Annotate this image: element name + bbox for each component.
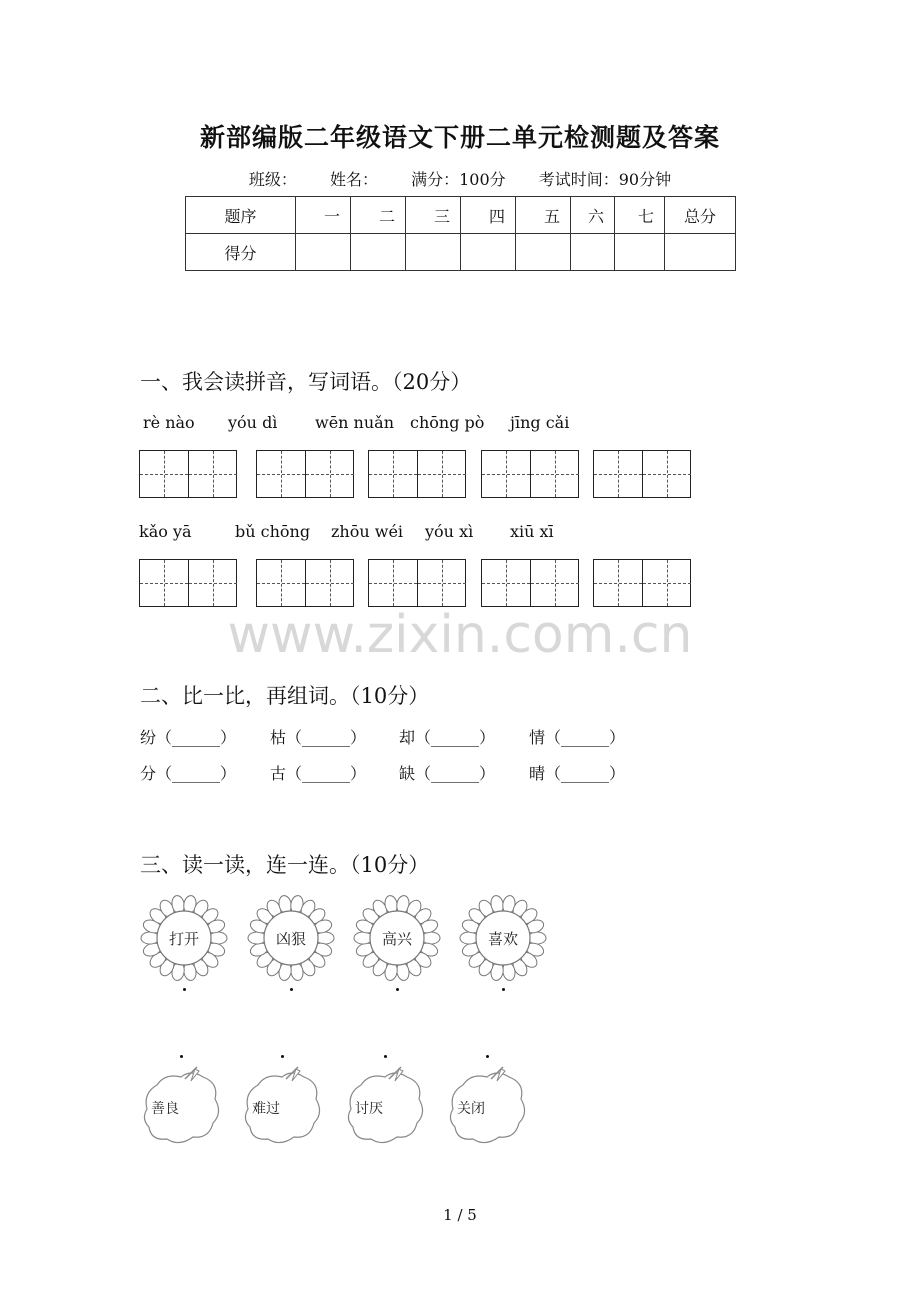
leaf-card[interactable]	[240, 1065, 324, 1147]
connect-dot[interactable]	[180, 1055, 183, 1058]
section1-heading: 一、我会读拼音，写词语。（20分）	[140, 370, 472, 394]
connect-dot[interactable]	[486, 1055, 489, 1058]
word-blank[interactable]: 情（______）	[529, 728, 626, 747]
flower-card[interactable]	[352, 893, 442, 983]
word-blank[interactable]: 分（______）	[140, 764, 237, 783]
connect-dot[interactable]	[502, 988, 505, 991]
pinyin: jīng cǎi	[510, 413, 570, 432]
page-number: 1 / 5	[443, 1206, 477, 1224]
score-header-cell: 二	[351, 197, 406, 234]
pinyin: xiū xī	[510, 522, 554, 541]
score-cell[interactable]	[615, 234, 665, 271]
score-header-cell: 题序	[186, 197, 296, 234]
page-title: 新部编版二年级语文下册二单元检测题及答案	[199, 123, 720, 152]
score-cell[interactable]	[351, 234, 406, 271]
leaf-label: 难过	[252, 1101, 280, 1117]
word-blank[interactable]: 枯（______）	[270, 728, 367, 747]
score-header-cell: 三	[406, 197, 461, 234]
connect-dot[interactable]	[281, 1055, 284, 1058]
leaf-label: 讨厌	[355, 1101, 383, 1117]
score-row-label: 得分	[186, 234, 296, 271]
word-blank[interactable]: 古（______）	[270, 764, 367, 783]
pinyin: wēn nuǎn	[315, 413, 395, 432]
leaf-card[interactable]	[139, 1065, 223, 1147]
flower-label: 打开	[168, 930, 200, 948]
class-label: 班级：	[248, 170, 297, 189]
leaf-label: 善良	[151, 1101, 179, 1117]
exam-time-label: 考试时间：90分钟	[538, 170, 672, 189]
writing-grid[interactable]	[256, 450, 354, 498]
pinyin: yóu xì	[425, 522, 474, 541]
score-header-cell: 七	[615, 197, 665, 234]
score-table-header-row	[186, 197, 736, 234]
pinyin: chōng pò	[410, 413, 485, 432]
flower-card[interactable]	[458, 893, 548, 983]
flower-card[interactable]	[139, 893, 229, 983]
writing-grid[interactable]	[368, 450, 466, 498]
connect-dot[interactable]	[384, 1055, 387, 1058]
pinyin: rè nào	[143, 413, 195, 432]
watermark: www.zixin.com.cn	[227, 605, 693, 665]
score-cell[interactable]	[516, 234, 571, 271]
flower-label: 凶狠	[275, 930, 307, 948]
score-header-cell: 一	[296, 197, 351, 234]
writing-grid[interactable]	[256, 559, 354, 607]
score-header-cell: 五	[516, 197, 571, 234]
writing-grid[interactable]	[593, 450, 691, 498]
score-cell[interactable]	[571, 234, 615, 271]
score-header-cell: 总分	[665, 197, 736, 234]
name-label: 姓名：	[329, 170, 378, 189]
pinyin: zhōu wéi	[331, 522, 404, 541]
word-blank[interactable]: 却（______）	[399, 728, 496, 747]
score-cell[interactable]	[296, 234, 351, 271]
leaf-card[interactable]	[445, 1065, 529, 1147]
score-cell[interactable]	[461, 234, 516, 271]
full-score-label: 满分：100分	[411, 170, 506, 189]
flower-label: 高兴	[381, 930, 413, 948]
score-table	[185, 196, 736, 271]
connect-dot[interactable]	[290, 988, 293, 991]
connect-dot[interactable]	[396, 988, 399, 991]
score-cell[interactable]	[406, 234, 461, 271]
writing-grid[interactable]	[593, 559, 691, 607]
flower-card[interactable]	[246, 893, 336, 983]
exam-info	[0, 167, 920, 190]
connect-dot[interactable]	[183, 988, 186, 991]
section3-heading: 三、读一读，连一连。（10分）	[140, 853, 430, 877]
writing-grid[interactable]	[139, 559, 237, 607]
section2-heading: 二、比一比，再组词。（10分）	[140, 684, 430, 708]
writing-grid[interactable]	[481, 559, 579, 607]
word-blank[interactable]: 纷（______）	[140, 728, 237, 747]
writing-grid[interactable]	[139, 450, 237, 498]
pinyin: yóu dì	[228, 413, 278, 432]
score-header-cell: 六	[571, 197, 615, 234]
pinyin: kǎo yā	[139, 522, 192, 541]
word-blank[interactable]: 缺（______）	[399, 764, 496, 783]
pinyin: bǔ chōng	[235, 522, 311, 541]
score-header-cell: 四	[461, 197, 516, 234]
flower-label: 喜欢	[487, 930, 519, 948]
score-cell[interactable]	[665, 234, 736, 271]
leaf-card[interactable]	[343, 1065, 427, 1147]
writing-grid[interactable]	[368, 559, 466, 607]
leaf-label: 关闭	[457, 1101, 485, 1117]
writing-grid[interactable]	[481, 450, 579, 498]
word-blank[interactable]: 晴（______）	[529, 764, 626, 783]
score-table-score-row	[186, 234, 736, 271]
